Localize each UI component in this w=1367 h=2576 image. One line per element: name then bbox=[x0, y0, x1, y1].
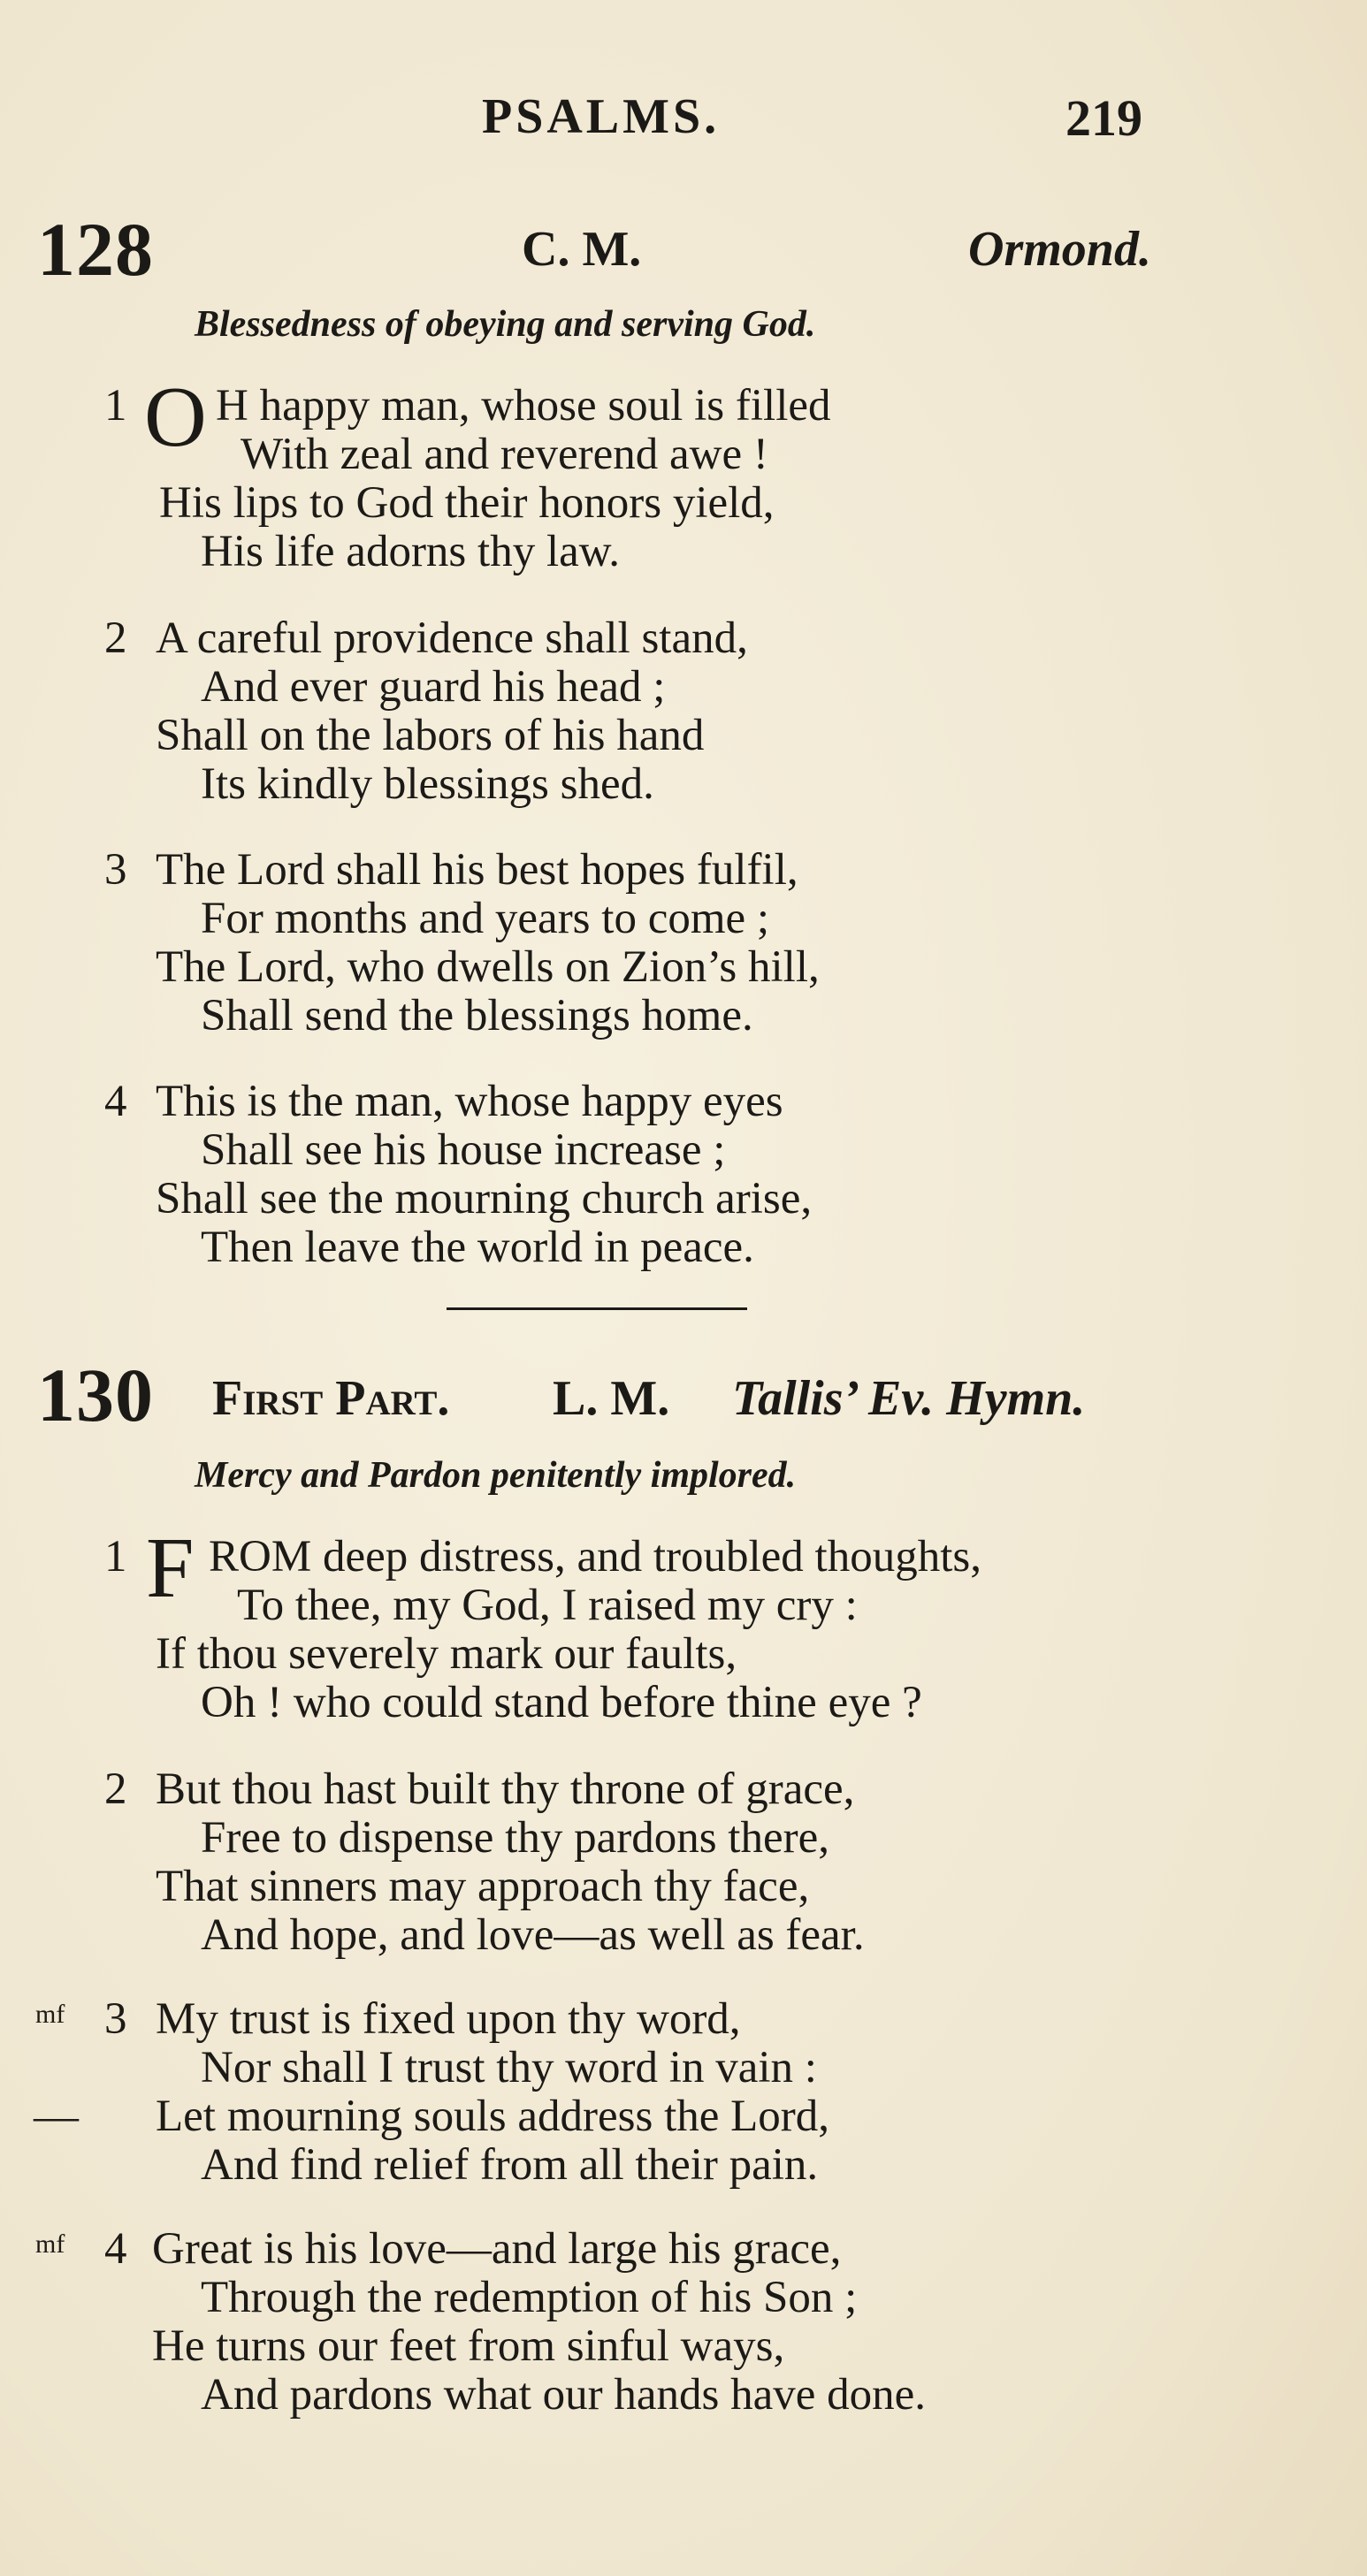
verse-line: He turns our feet from sinful ways, bbox=[152, 2321, 785, 2371]
verse-line: A careful providence shall stand, bbox=[156, 614, 748, 663]
verse-line: And find relief from all their pain. bbox=[201, 2140, 819, 2190]
psalm-130-tune: Tallis’ Ev. Hymn. bbox=[732, 1371, 1086, 1426]
psalm-128-meter: C. M. bbox=[522, 222, 642, 277]
psalm-130-part: First Part. bbox=[212, 1371, 450, 1426]
stanza-number: 4 bbox=[104, 2224, 127, 2274]
stanza-number: 1 bbox=[104, 1532, 127, 1581]
verse-line: And pardons what our hands have done. bbox=[201, 2370, 927, 2420]
verse-line: H happy man, whose soul is filled bbox=[216, 381, 831, 431]
verse-line: Shall see the mourning church arise, bbox=[156, 1174, 813, 1223]
stanza-number: 2 bbox=[104, 614, 127, 663]
verse-line: My trust is fixed upon thy word, bbox=[156, 1994, 741, 2044]
verse-line: Nor shall I trust thy word in vain : bbox=[201, 2043, 817, 2092]
verse-line: And ever guard his head ; bbox=[201, 662, 666, 712]
stanza-number: 1 bbox=[104, 381, 127, 431]
verse-line: Shall on the labors of his hand bbox=[156, 711, 705, 760]
section-divider bbox=[447, 1307, 747, 1310]
verse-line: To thee, my God, I raised my cry : bbox=[237, 1581, 858, 1630]
verse-line: Great is his love—and large his grace, bbox=[152, 2224, 842, 2274]
stanza-number: 2 bbox=[104, 1764, 127, 1814]
psalm-128-number: 128 bbox=[37, 207, 154, 292]
stanza-number: 4 bbox=[104, 1077, 127, 1126]
drop-cap: O bbox=[144, 370, 207, 465]
drop-cap: F bbox=[146, 1520, 195, 1616]
verse-line: ROM deep distress, and troubled thoughts, bbox=[209, 1532, 981, 1581]
verse-line: Oh ! who could stand before thine eye ? bbox=[201, 1678, 922, 1727]
dynamic-marking: mf bbox=[35, 2229, 65, 2259]
verse-line: Let mourning souls address the Lord, bbox=[156, 2092, 830, 2141]
dynamic-marking: mf bbox=[35, 2000, 65, 2029]
verse-line: If thou severely mark our faults, bbox=[156, 1629, 737, 1679]
psalm-130-meter: L. M. bbox=[553, 1371, 670, 1426]
page-number: 219 bbox=[1065, 89, 1142, 147]
psalm-128-subtitle: Blessedness of obeying and serving God. bbox=[195, 304, 816, 345]
verse-line: That sinners may approach thy face, bbox=[156, 1862, 810, 1911]
dash-marking: — bbox=[34, 2092, 79, 2141]
verse-line: Free to dispense thy pardons there, bbox=[201, 1813, 829, 1863]
verse-line: But thou hast built thy throne of grace, bbox=[156, 1764, 855, 1814]
verse-line: Shall see his house increase ; bbox=[201, 1125, 726, 1175]
verse-line: With zeal and reverend awe ! bbox=[241, 430, 768, 479]
verse-line: This is the man, whose happy eyes bbox=[156, 1077, 783, 1126]
verse-line: His life adorns thy law. bbox=[201, 527, 621, 576]
running-title: PSALMS. bbox=[482, 89, 721, 144]
verse-line: Then leave the world in peace. bbox=[201, 1223, 754, 1272]
psalm-128-tune: Ormond. bbox=[968, 222, 1151, 277]
verse-line: Through the redemption of his Son ; bbox=[201, 2273, 858, 2322]
verse-line: Its kindly blessings shed. bbox=[201, 759, 654, 809]
verse-line: The Lord, who dwells on Zion’s hill, bbox=[156, 942, 820, 992]
psalm-130-number: 130 bbox=[37, 1353, 154, 1437]
verse-line: The Lord shall his best hopes fulfil, bbox=[156, 845, 798, 895]
verse-line: Shall send the blessings home. bbox=[201, 991, 753, 1040]
psalm-130-subtitle: Mercy and Pardon penitently implored. bbox=[195, 1455, 797, 1496]
verse-line: And hope, and love—as well as fear. bbox=[201, 1910, 865, 1960]
verse-line: For months and years to come ; bbox=[201, 894, 770, 943]
stanza-number: 3 bbox=[104, 845, 127, 895]
verse-line: His lips to God their honors yield, bbox=[159, 478, 775, 528]
stanza-number: 3 bbox=[104, 1994, 127, 2044]
